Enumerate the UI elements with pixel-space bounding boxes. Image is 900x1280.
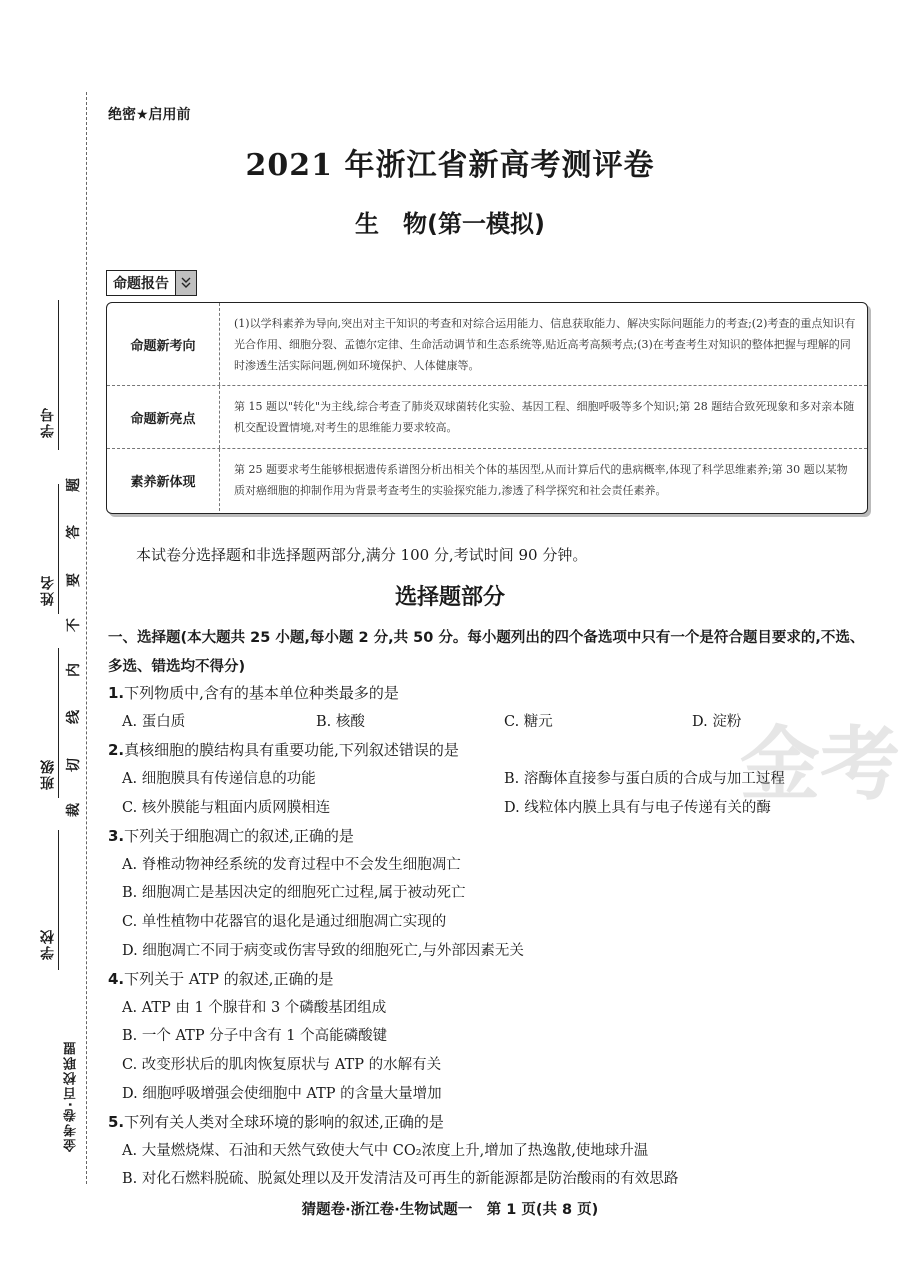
binding-dashed-line [86, 92, 87, 1184]
question-stem: 2.真核细胞的膜结构具有重要功能,下列叙述错误的是 [108, 741, 459, 759]
report-tag[interactable] [106, 270, 197, 296]
question-stem: 3.下列关于细胞凋亡的叙述,正确的是 [108, 827, 354, 845]
question-option[interactable]: D. 细胞凋亡不同于病变或伤害导致的细胞死亡,与外部因素无关 [122, 943, 524, 959]
question-stem: 5.下列有关人类对全球环境的影响的叙述,正确的是 [108, 1113, 444, 1131]
field-line-class[interactable] [58, 648, 59, 798]
report-tag-label: 命题报告 [113, 276, 169, 292]
field-line-student-id[interactable] [58, 300, 59, 450]
seal-char: 切 [66, 758, 82, 772]
page-footer: 猜题卷·浙江卷·生物试题一 第 1 页(共 8 页) [301, 1202, 599, 1218]
question-option[interactable]: B. 溶酶体直接参与蛋白质的合成与加工过程 [504, 771, 785, 787]
watermark-text: 金考 [740, 717, 900, 811]
seal-char: 内 [66, 663, 82, 677]
question-option[interactable]: C. 改变形状后的肌肉恢复原状与 ATP 的水解有关 [122, 1057, 442, 1073]
field-label-school: 学校 [40, 928, 56, 960]
question-option[interactable]: B. 一个 ATP 分子中含有 1 个高能磷酸键 [122, 1028, 388, 1044]
question-option[interactable]: C. 糖元 [504, 714, 553, 730]
report-row-head: 命题新考向 [107, 303, 220, 385]
field-label-student-id: 学号 [40, 406, 56, 438]
subject-title: 生 物(第一模拟) [355, 210, 545, 238]
seal-char: 要 [66, 573, 82, 587]
field-label-name: 姓名 [40, 574, 56, 606]
question-option[interactable]: C. 核外膜能与粗面内质网膜相连 [122, 800, 331, 816]
field-line-school[interactable] [58, 830, 59, 970]
report-row-head: 素养新体现 [107, 449, 220, 511]
seal-char: 答 [66, 525, 82, 539]
seal-char: 不 [66, 618, 82, 632]
page-title: 2021 年浙江省新高考测评卷 [245, 148, 655, 183]
seal-char: 线 [66, 710, 82, 724]
question-option[interactable]: B. 对化石燃料脱硫、脱氮处理以及开发清洁及可再生的新能源都是防治酸雨的有效思路 [122, 1171, 679, 1187]
confidential-label: 绝密★启用前 [108, 107, 191, 123]
question-option[interactable]: A. 细胞膜具有传递信息的功能 [122, 771, 316, 787]
chevron-double-down-icon [175, 271, 196, 295]
question-option[interactable]: B. 核酸 [316, 714, 365, 730]
report-row [107, 449, 867, 511]
section-title: 选择题部分 [394, 585, 505, 610]
seal-char: 裁 [66, 803, 82, 817]
section-instructions: 一、选择题(本大题共 25 小题,每小题 2 分,共 50 分。每小题列出的四个备选项中只有一个是符合题目要求的,不选、多选、错选均不得分) [108, 630, 865, 675]
report-row [107, 386, 867, 448]
question-stem: 1.下列物质中,含有的基本单位种类最多的是 [108, 684, 399, 702]
union-label: 金考卷·百校联盟 [64, 1040, 79, 1152]
question-option[interactable]: A. 大量燃烧煤、石油和天然气致使大气中 CO₂浓度上升,增加了热逸散,使地球升温 [122, 1143, 649, 1159]
report-row-body: (1)以学科素养为导向,突出对主干知识的考查和对综合运用能力、信息获取能力、解决实际问题能力的考查;(2)考查的重点知识有光合作用、细胞分裂、孟德尔定律、生命活动调节和生态系统等,贴近高考高频考点;(3)在考查考生对知识的整体把握与理解的同时渗透生活实际问题,例如环境保护、人体健康等。 [234, 316, 856, 372]
question-option[interactable]: A. 脊椎动物神经系统的发育过程中不会发生细胞凋亡 [122, 857, 461, 873]
field-label-class: 班级 [40, 758, 56, 790]
question-option[interactable]: D. 线粒体内膜上具有与电子传递有关的酶 [504, 800, 771, 816]
seal-char: 题 [66, 478, 82, 492]
question-option[interactable]: D. 淀粉 [692, 714, 742, 730]
report-row-body: 第 25 题要求考生能够根据遗传系谱图分析出相关个体的基因型,从而计算后代的患病概率,体现了科学思维素养;第 30 题以某物质对癌细胞的抑制作用为背景考查考生的实验探究能力,渗透了科学探究和社会责任素养。 [234, 463, 848, 497]
question-option[interactable]: B. 细胞凋亡是基因决定的细胞死亡过程,属于被动死亡 [122, 885, 466, 901]
report-row [107, 303, 867, 385]
question-option[interactable]: A. ATP 由 1 个腺苷和 3 个磷酸基团组成 [122, 1000, 387, 1016]
exam-intro: 本试卷分选择题和非选择题两部分,满分 100 分,考试时间 90 分钟。 [136, 546, 588, 564]
question-option[interactable]: D. 细胞呼吸增强会使细胞中 ATP 的含量大量增加 [122, 1086, 442, 1102]
question-stem: 4.下列关于 ATP 的叙述,正确的是 [108, 970, 334, 988]
question-option[interactable]: C. 单性植物中花器官的退化是通过细胞凋亡实现的 [122, 914, 447, 930]
report-row-head: 命题新亮点 [107, 386, 220, 448]
report-table [106, 302, 868, 514]
question-option[interactable]: A. 蛋白质 [122, 714, 186, 730]
report-row-body: 第 15 题以"转化"为主线,综合考查了肺炎双球菌转化实验、基因工程、细胞呼吸等多个知识;第 28 题结合致死现象和多对亲本随机交配设置情境,对考生的思维能力要求较高。 [234, 400, 855, 434]
